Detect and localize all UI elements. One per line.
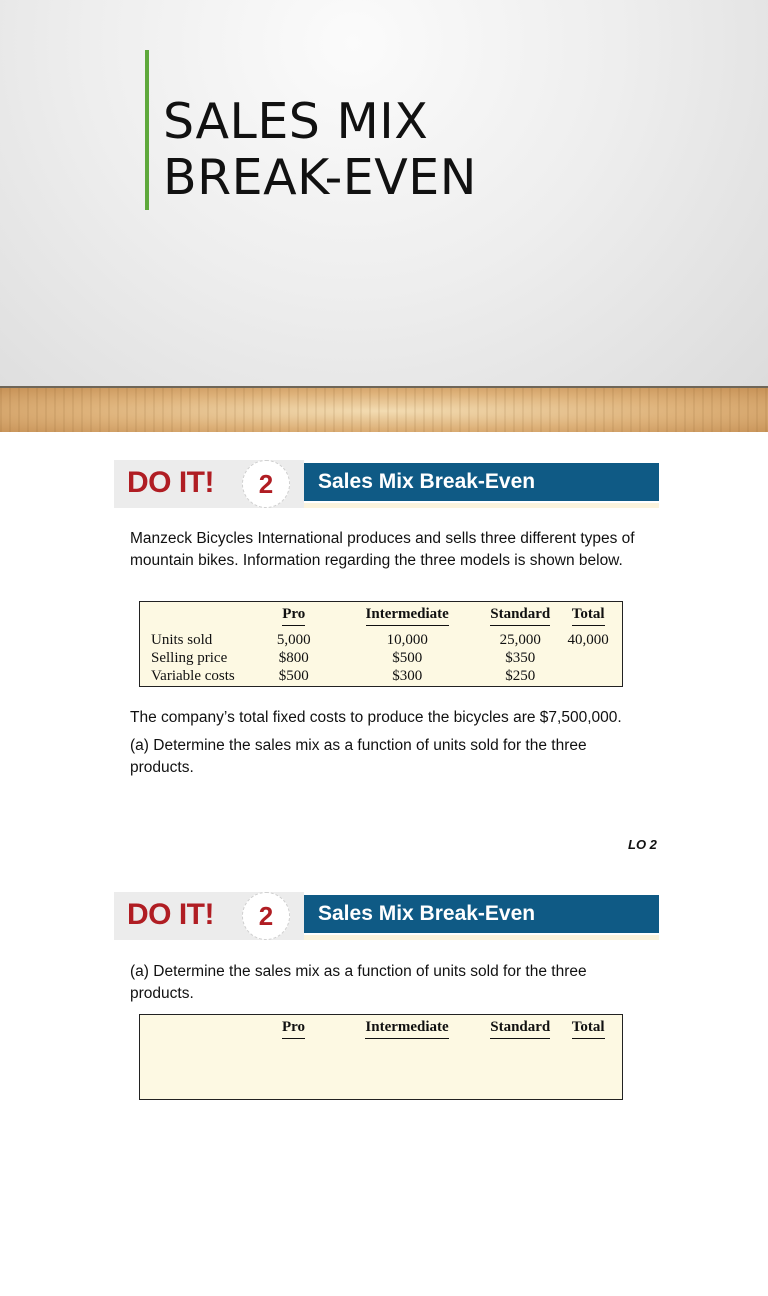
table-row [140, 626, 622, 649]
learning-objective-label: LO 2 [628, 837, 657, 852]
row-label: Selling price [151, 650, 228, 666]
table-header: Pro [259, 1015, 328, 1039]
table-header: Standard [486, 1015, 554, 1039]
intro-text: Manzeck Bicycles International produces and sells three different types of mountain bikes. Information regarding the three models is shown below. [130, 530, 635, 569]
bike-data-table [139, 601, 623, 687]
question-a-text: (a) Determine the sales mix as a function of units sold for the three products. [130, 737, 587, 776]
doit-header [114, 892, 660, 942]
table-cell [554, 649, 622, 667]
title-line-1: SALES MIX [163, 93, 429, 150]
table-cell: $350 [505, 650, 536, 666]
table-header: Intermediate [328, 602, 486, 626]
table-cell: 25,000 [499, 632, 541, 648]
doit-banner-title: Sales Mix Break-Even [304, 463, 659, 501]
doit-label: DO IT! [127, 898, 214, 931]
doit-header [114, 460, 660, 510]
bike-data-table [139, 1014, 623, 1100]
row-label: Variable costs [151, 668, 235, 684]
doit-number-badge: 2 [242, 460, 290, 508]
table-cell: $500 [278, 668, 309, 684]
table-cell: $300 [392, 668, 423, 684]
table-header: Pro [259, 602, 328, 626]
table-row [140, 649, 622, 667]
table-header: Standard [486, 602, 554, 626]
table-cell: 40,000 [567, 632, 609, 648]
question-a-text: (a) Determine the sales mix as a function of units sold for the three products. [130, 963, 587, 1002]
table-row [140, 667, 622, 685]
table-header: Total [554, 1015, 622, 1039]
table-header: Intermediate [328, 1015, 486, 1039]
slide-title [163, 94, 477, 206]
doit-slide [0, 432, 768, 864]
doit-label: DO IT! [127, 466, 214, 499]
table-cell: 10,000 [386, 632, 428, 648]
doit-tab [114, 460, 304, 508]
wood-floor-decoration [0, 386, 768, 432]
doit-number-badge: 2 [242, 892, 290, 940]
banner-underline [304, 935, 659, 940]
title-accent-bar [145, 50, 149, 210]
table-cell: $500 [392, 650, 423, 666]
row-label: Units sold [151, 632, 213, 648]
title-line-2: BREAK-EVEN [163, 149, 477, 206]
table-cell: $250 [505, 668, 536, 684]
title-slide [0, 0, 768, 432]
table-cell [554, 667, 622, 685]
doit-tab [114, 892, 304, 940]
doit-slide-continued [0, 864, 768, 1296]
doit-banner-title: Sales Mix Break-Even [304, 895, 659, 933]
banner-underline [304, 503, 659, 508]
fixed-costs-text: The company’s total fixed costs to produce the bicycles are $7,500,000. [130, 709, 622, 726]
table-cell: 5,000 [276, 632, 311, 648]
table-header: Total [554, 602, 622, 626]
table-cell: $800 [278, 650, 309, 666]
